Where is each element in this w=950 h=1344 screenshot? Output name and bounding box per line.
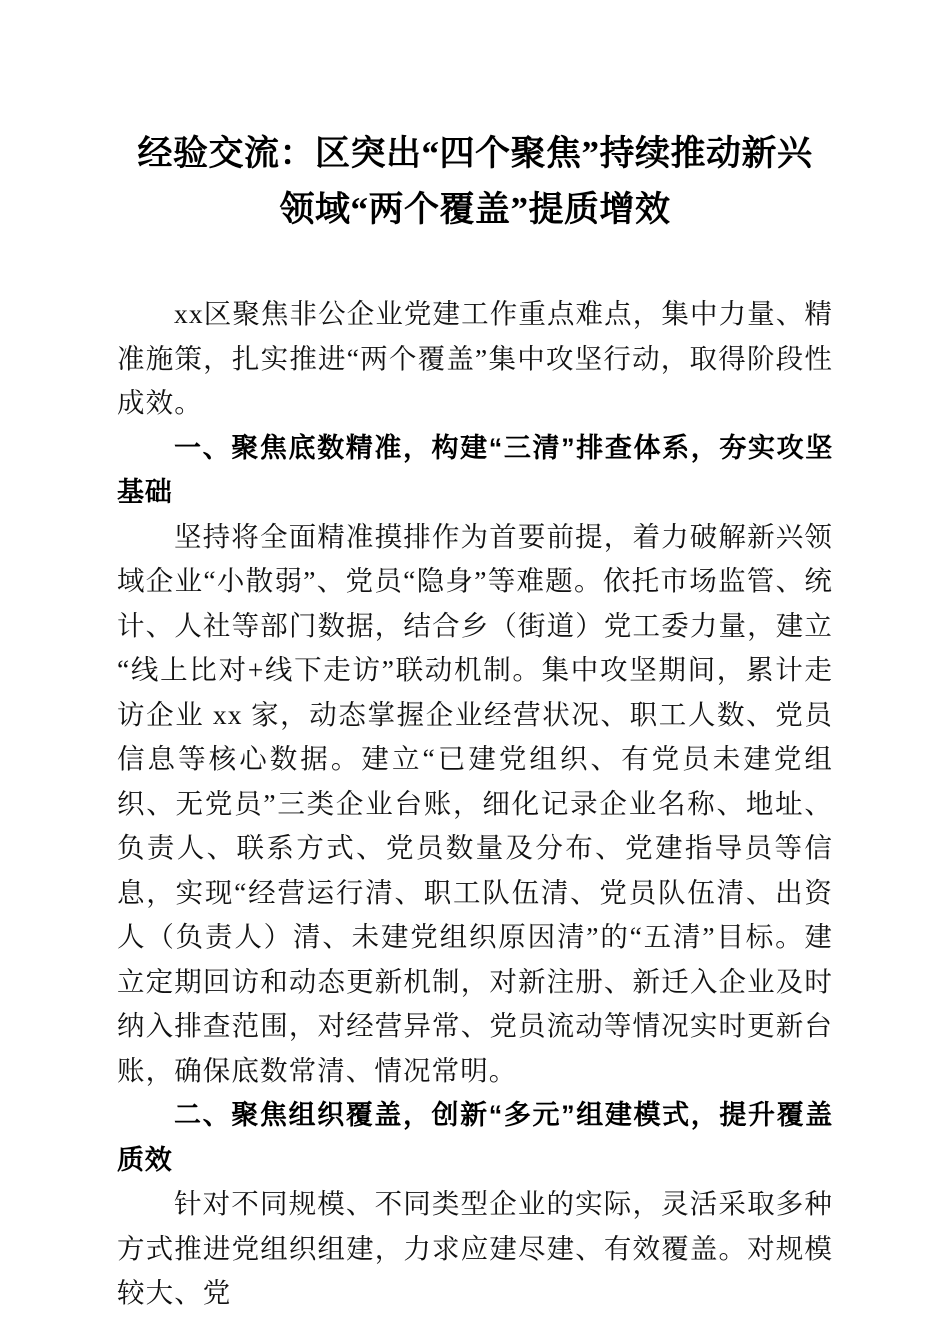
- page-title: [117, 0, 833, 238]
- section-heading-2: 二、聚焦组织覆盖，创新“多元”组建模式，提升覆盖质效: [117, 1100, 833, 1175]
- lead-paragraph: xx区聚焦非公企业党建工作重点难点，集中力量、精准施策，扎实推进“两个覆盖”集中攻坚行动，取得阶段性成效。: [117, 298, 833, 418]
- page-title-line-2: 领域“两个覆盖”提质增效: [279, 190, 671, 229]
- page-title-line-1: 经验交流：区突出“四个聚焦”持续推动新兴: [137, 134, 813, 173]
- section-body-2: 针对不同规模、不同类型企业的实际，灵活采取多种方式推进党组织组建，力求应建尽建、有效覆盖。对规模较大、党: [117, 1188, 833, 1308]
- section-heading-1: 一、聚焦底数精准，构建“三清”排查体系，夯实攻坚基础: [117, 432, 833, 507]
- document-content: [117, 0, 833, 1316]
- section-body-1: 坚持将全面精准摸排作为首要前提，着力破解新兴领域企业“小散弱”、党员“隐身”等难题。依托市场监管、统计、人社等部门数据，结合乡（街道）党工委力量，建立“线上比对+线下走访”联动机制。集中攻坚期间，累计走访企业 xx 家，动态掌握企业经营状况、职工人数、党员信息等核心数据。建立“已建党组织、有党员未建党组织、无党员”三类企业台账，细化记录企业名称、地址、负责人、联系方式、党员数量及分布、党建指导员等信息，实现“经营运行清、职工队伍清、党员队伍清、出资人（负责人）清、未建党组织原因清”的“五清”目标。建立定期回访和动态更新机制，对新注册、新迁入企业及时纳入排查范围，对经营异常、党员流动等情况实时更新台账，确保底数常清、情况常明。: [117, 520, 833, 1086]
